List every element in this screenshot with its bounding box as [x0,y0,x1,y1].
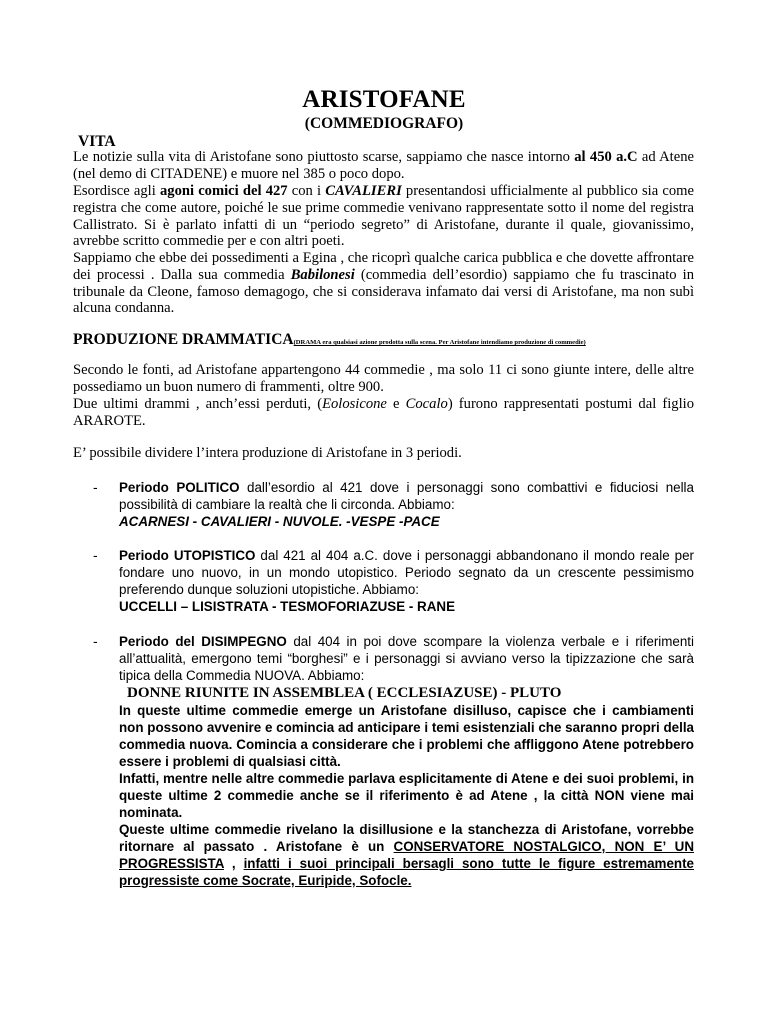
section-heading-produzione: PRODUZIONE DRAMMATICA(DRAMA era qualsiasi azione prodotta sulla scena. Per Aristofane intendiamo produzione di commedie) [73,331,586,348]
produzione-paragraph-2: Due ultimi drammi , anch’essi perduti, (Eolosicone e Cocalo) furono rappresentati postumi dal figlio ARAROTE. [73,396,694,429]
list-dash: - [93,479,98,495]
list-item-periodo-utopistico: - Periodo UTOPISTICO dal 421 al 404 a.C. dove i personaggi abbandonano il mondo reale per fondare uno nuovo, in un mondo utopistico. Periodo segnato da un crescente pessimismo preferendo dunque soluzioni utopistiche. Abbiamo: UCCELLI – LISISTRATA - TESMOFORIAZUSE - RANE [93,547,694,614]
works-list: UCCELLI – LISISTRATA - TESMOFORIAZUSE - RANE [119,599,455,614]
works-list: DONNE RIUNITE IN ASSEMBLEA ( ECCLESIAZUSE) - PLUTO [127,685,562,701]
list-dash: - [93,547,98,563]
underlined-phrase: CONSERVATORE NOSTALGICO, NON E’ UN PROGRESSISTA [119,839,694,871]
commentary-1: In queste ultime commedie emerge un Aristofane disilluso, capisce che i cambiamenti non possono avvenire e comincia ad anticipare i temi esistenziali che saranno propri della commedia nuova. Comincia a considerare che i problemi che affliggono Atene potrebbero essere i problemi di qualsiasi città. [119,703,694,769]
document-title: ARISTOFANE [302,86,466,113]
commentary-2: Infatti, mentre nelle altre commedie parlava esplicitamente di Atene e dei suoi problemi, in queste ultime 2 commedie anche se il riferimento è ad Atene , la città NON viene mai nominata. [119,771,694,820]
works-list: ACARNESI - CAVALIERI - NUVOLE. -VESPE -PACE [119,514,440,529]
list-item-periodo-politico: - Periodo POLITICO dall’esordio al 421 dove i personaggi sono combattivi e fiduciosi nella possibilità di cambiare la realtà che li circonda. Abbiamo: ACARNESI - CAVALIERI - NUVOLE. -VESPE -PACE [93,479,694,529]
list-dash: - [93,633,98,649]
produzione-note: (DRAMA era qualsiasi azione prodotta sulla scena. Per Aristofane intendiamo produzione di commedie) [293,339,586,346]
underlined-phrase: infatti i suoi principali bersagli sono tutte le figure estremamente progressiste come Socrate, Euripide, Sofocle. [119,856,694,888]
produzione-paragraph-1: Secondo le fonti, ad Aristofane appartengono 44 commedie , ma solo 11 ci sono giunte intere, delle altre possediamo un buon numero di frammenti, oltre 900. [73,362,694,395]
commentary-3: Queste ultime commedie rivelano la disillusione e la stanchezza di Aristofane, vorrebbe ritornare al passato . Aristofane è un CONSERVATORE NOSTALGICO, NON E’ UN PROGRESSISTA , infatti i suoi principali bersagli sono tutte le figure estremamente progressiste come Socrate, Euripide, Sofocle. [119,822,694,888]
section-heading-vita: VITA [78,133,116,150]
list-item-periodo-disimpegno: - Periodo del DISIMPEGNO dal 404 in poi dove scompare la violenza verbale e i riferimenti all’attualità, emergono temi “borghesi” e i personaggi si avviano verso la tipizzazione che sarà tipica della Commedia NUOVA. Abbiamo: DONNE RIUNITE IN ASSEMBLEA ( ECCLESIAZUSE) - PLUTO In queste ultime commedie emerge un Aristofane disilluso, capisce che i cambiamenti non possono avvenire e comincia ad anticipare i temi esistenziali che saranno propri della commedia nuova. Comincia a considerare che i problemi che affliggono Atene potrebbero essere i problemi di qualsiasi città. Infatti, mentre nelle altre commedie parlava esplicitamente di Atene e dei suoi problemi, in queste ultime 2 commedie anche se il riferimento è ad Atene , la città NON viene mai nominata. Queste ultime commedie rivelano la disillusione e la stanchezza di Aristofane, vorrebbe ritornare al passato . Aristofane è un CONSERVATORE NOSTALGICO, NON E’ UN PROGRESSISTA , infatti i suoi principali bersagli sono tutte le figure estremamente progressiste come Socrate, Euripide, Sofocle. [93,633,694,888]
vita-paragraph-1: Le notizie sulla vita di Aristofane sono piuttosto scarse, sappiamo che nasce intorno al 450 a.C ad Atene (nel demo di CITADENE) e muore nel 385 o poco dopo. [73,149,694,182]
document-subtitle: (COMMEDIOGRAFO) [304,115,464,132]
produzione-paragraph-3: E’ possibile dividere l’intera produzione di Aristofane in 3 periodi. [73,445,462,461]
vita-paragraph-3: Sappiamo che ebbe dei possedimenti a Egina , che ricoprì qualche carica pubblica e che dovette affrontare dei processi . Dalla sua commedia Babilonesi (commedia dell’esordio) sappiamo che fu trascinato in tribunale da Cleone, famoso demagogo, che si considerava infamato dai versi di Aristofane, ma non subì alcuna condanna. [73,250,695,317]
vita-paragraph-2: Esordisce agli agoni comici del 427 con i CAVALIERI presentandosi ufficialmente al pubblico sia come registra che come autore, poiché le sue prime commedie venivano rappresentate sotto il nome del registra Callistrato. Si è parlato infatti di un “periodo segreto” di Aristofane, durante il quale, giovanissimo, avrebbe scritto commedie per e con altri poeti. [73,183,694,250]
